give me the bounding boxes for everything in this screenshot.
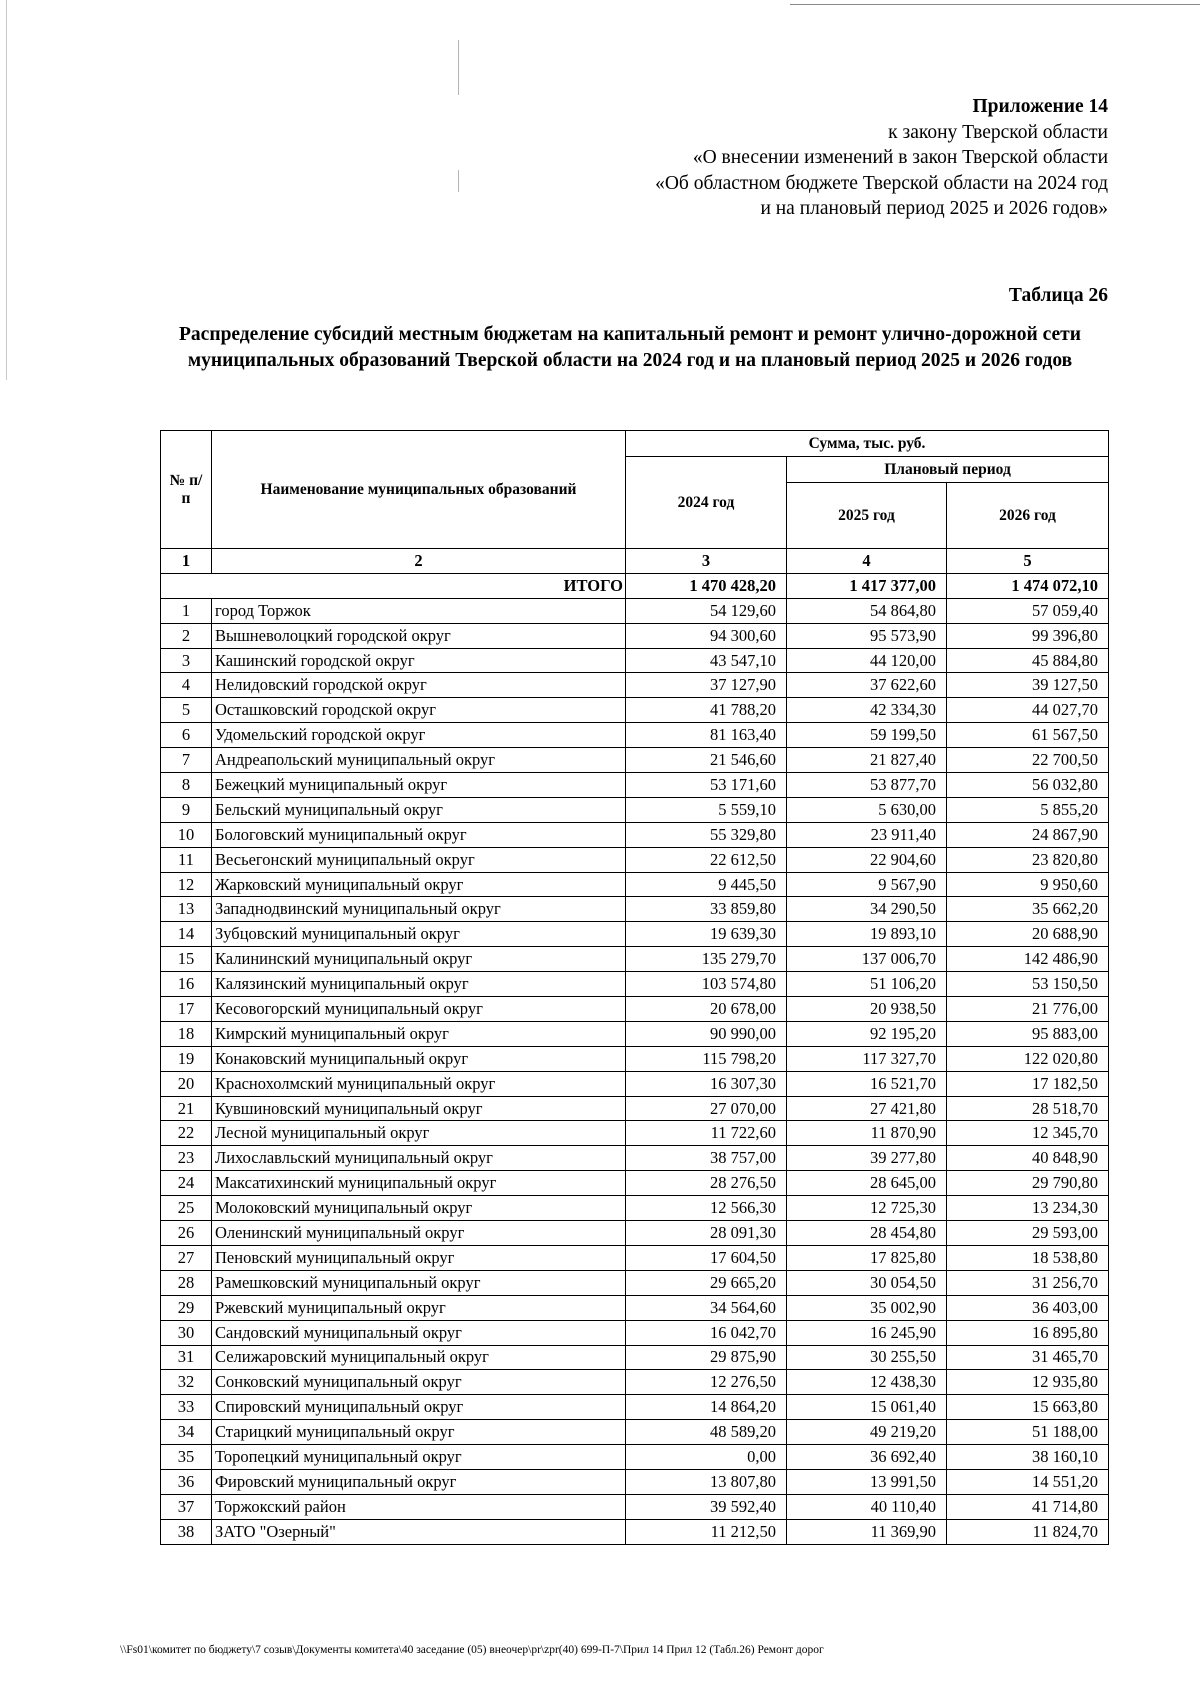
amount-2026: 44 027,70: [947, 698, 1109, 723]
table-row: [161, 1295, 1109, 1320]
row-number: 19: [161, 1046, 212, 1071]
amount-2024: 39 592,40: [626, 1494, 787, 1519]
amount-2025: 27 421,80: [787, 1096, 947, 1121]
municipality-name: Кашинский городской округ: [212, 648, 626, 673]
table-row: [161, 723, 1109, 748]
document-title: Распределение субсидий местным бюджетам на капитальный ремонт и ремонт улично-дорожной сети муниципальных образований Тверской области на 2024 год и на плановый период 2025 и 2026 годов: [179, 324, 1081, 371]
municipality-name: Весьегонский муниципальный округ: [212, 847, 626, 872]
amount-2024: 21 546,60: [626, 748, 787, 773]
table-row: [161, 922, 1109, 947]
appendix-line: «О внесении изменений в закон Тверской области: [692, 147, 1108, 168]
table-row: [161, 648, 1109, 673]
row-number: 30: [161, 1320, 212, 1345]
table-row: [161, 947, 1109, 972]
row-number: 32: [161, 1370, 212, 1395]
amount-2025: 5 630,00: [787, 797, 947, 822]
amount-2024: 94 300,60: [626, 623, 787, 648]
amount-2024: 16 307,30: [626, 1071, 787, 1096]
header-plan-period: Плановый период: [787, 457, 1109, 483]
table-body: [161, 549, 1109, 1545]
amount-2024: 48 589,20: [626, 1420, 787, 1445]
row-number: 16: [161, 972, 212, 997]
municipality-name: Жарковский муниципальный округ: [212, 872, 626, 897]
municipality-name: Калининский муниципальный округ: [212, 947, 626, 972]
row-number: 29: [161, 1295, 212, 1320]
municipality-name: Пеновский муниципальный округ: [212, 1245, 626, 1270]
table-row: [161, 698, 1109, 723]
amount-2025: 12 725,30: [787, 1196, 947, 1221]
amount-2026: 12 345,70: [947, 1121, 1109, 1146]
amount-2024: 12 566,30: [626, 1196, 787, 1221]
table-row: [161, 1221, 1109, 1246]
total-2025: 1 417 377,00: [787, 573, 947, 598]
scan-artifact-top: [790, 4, 1200, 5]
amount-2024: 11 722,60: [626, 1121, 787, 1146]
appendix-block: [655, 94, 1108, 222]
amount-2024: 81 163,40: [626, 723, 787, 748]
table-row: [161, 748, 1109, 773]
header-2025: 2025 год: [787, 483, 947, 549]
amount-2025: 16 245,90: [787, 1320, 947, 1345]
amount-2025: 30 255,50: [787, 1345, 947, 1370]
amount-2026: 24 867,90: [947, 822, 1109, 847]
amount-2025: 92 195,20: [787, 1021, 947, 1046]
amount-2025: 59 199,50: [787, 723, 947, 748]
amount-2025: 39 277,80: [787, 1146, 947, 1171]
municipality-name: Кимрский муниципальный округ: [212, 1021, 626, 1046]
table-row: [161, 997, 1109, 1022]
table-row: [161, 897, 1109, 922]
row-number: 24: [161, 1171, 212, 1196]
amount-2024: 13 807,80: [626, 1469, 787, 1494]
table-row: [161, 773, 1109, 798]
amount-2024: 37 127,90: [626, 673, 787, 698]
amount-2024: 115 798,20: [626, 1046, 787, 1071]
amount-2025: 137 006,70: [787, 947, 947, 972]
row-number: 35: [161, 1445, 212, 1470]
table-row: [161, 1370, 1109, 1395]
table-row: [161, 1121, 1109, 1146]
row-number: 27: [161, 1245, 212, 1270]
amount-2026: 21 776,00: [947, 997, 1109, 1022]
scan-artifact-mid-1: [458, 40, 459, 95]
table-row: [161, 623, 1109, 648]
amount-2025: 17 825,80: [787, 1245, 947, 1270]
municipality-name: Зубцовский муниципальный округ: [212, 922, 626, 947]
amount-2024: 33 859,80: [626, 897, 787, 922]
total-2026: 1 474 072,10: [947, 573, 1109, 598]
amount-2024: 22 612,50: [626, 847, 787, 872]
amount-2026: 95 883,00: [947, 1021, 1109, 1046]
amount-2026: 35 662,20: [947, 897, 1109, 922]
amount-2025: 19 893,10: [787, 922, 947, 947]
table-row: [161, 1445, 1109, 1470]
amount-2024: 55 329,80: [626, 822, 787, 847]
row-number: 14: [161, 922, 212, 947]
amount-2024: 103 574,80: [626, 972, 787, 997]
amount-2025: 13 991,50: [787, 1469, 947, 1494]
column-number: 4: [787, 549, 947, 574]
row-number: 33: [161, 1395, 212, 1420]
appendix-line: «Об областном бюджете Тверской области на 2024 год: [655, 172, 1108, 194]
amount-2026: 29 593,00: [947, 1221, 1109, 1246]
amount-2024: 11 212,50: [626, 1519, 787, 1544]
amount-2024: 19 639,30: [626, 922, 787, 947]
municipality-name: Конаковский муниципальный округ: [212, 1046, 626, 1071]
amount-2026: 20 688,90: [947, 922, 1109, 947]
amount-2026: 9 950,60: [947, 872, 1109, 897]
municipality-name: Спировский муниципальный округ: [212, 1395, 626, 1420]
row-number: 5: [161, 698, 212, 723]
table-row: [161, 1046, 1109, 1071]
amount-2025: 22 904,60: [787, 847, 947, 872]
municipality-name: Бельский муниципальный округ: [212, 797, 626, 822]
row-number: 9: [161, 797, 212, 822]
amount-2026: 18 538,80: [947, 1245, 1109, 1270]
amount-2024: 0,00: [626, 1445, 787, 1470]
amount-2025: 12 438,30: [787, 1370, 947, 1395]
amount-2024: 12 276,50: [626, 1370, 787, 1395]
table-row: [161, 797, 1109, 822]
header-sum: Сумма, тыс. руб.: [626, 431, 1109, 457]
municipality-name: Бежецкий муниципальный округ: [212, 773, 626, 798]
amount-2026: 13 234,30: [947, 1196, 1109, 1221]
amount-2026: 17 182,50: [947, 1071, 1109, 1096]
amount-2026: 61 567,50: [947, 723, 1109, 748]
amount-2026: 29 790,80: [947, 1171, 1109, 1196]
amount-2026: 31 465,70: [947, 1345, 1109, 1370]
row-number: 37: [161, 1494, 212, 1519]
row-number: 31: [161, 1345, 212, 1370]
row-number: 23: [161, 1146, 212, 1171]
table-number: Таблица 26: [1008, 285, 1108, 306]
amount-2026: 31 256,70: [947, 1270, 1109, 1295]
row-number: 28: [161, 1270, 212, 1295]
amount-2025: 49 219,20: [787, 1420, 947, 1445]
table-row: [161, 972, 1109, 997]
amount-2026: 39 127,50: [947, 673, 1109, 698]
column-number: 1: [161, 549, 212, 574]
municipality-name: Сандовский муниципальный округ: [212, 1320, 626, 1345]
header-name: Наименование муниципальных образований: [212, 431, 626, 549]
total-2024: 1 470 428,20: [626, 573, 787, 598]
amount-2024: 29 665,20: [626, 1270, 787, 1295]
header-2024: 2024 год: [626, 457, 787, 549]
appendix-heading: Приложение 14: [972, 96, 1108, 117]
amount-2024: 28 091,30: [626, 1221, 787, 1246]
amount-2026: 11 824,70: [947, 1519, 1109, 1544]
amount-2026: 45 884,80: [947, 648, 1109, 673]
amount-2025: 28 645,00: [787, 1171, 947, 1196]
municipality-name: Максатихинский муниципальный округ: [212, 1171, 626, 1196]
header-2026: 2026 год: [947, 483, 1109, 549]
amount-2026: 40 848,90: [947, 1146, 1109, 1171]
amount-2026: 53 150,50: [947, 972, 1109, 997]
row-number: 13: [161, 897, 212, 922]
appendix-line: и на плановый период 2025 и 2026 годов»: [760, 198, 1108, 219]
amount-2025: 42 334,30: [787, 698, 947, 723]
row-number: 12: [161, 872, 212, 897]
row-number: 1: [161, 598, 212, 623]
row-number: 21: [161, 1096, 212, 1121]
municipality-name: Западнодвинский муниципальный округ: [212, 897, 626, 922]
total-label: ИТОГО: [161, 573, 626, 598]
amount-2024: 54 129,60: [626, 598, 787, 623]
table-row: [161, 872, 1109, 897]
amount-2026: 36 403,00: [947, 1295, 1109, 1320]
row-number: 3: [161, 648, 212, 673]
amount-2024: 53 171,60: [626, 773, 787, 798]
table-row: [161, 1096, 1109, 1121]
amount-2024: 41 788,20: [626, 698, 787, 723]
amount-2025: 23 911,40: [787, 822, 947, 847]
column-number: 2: [212, 549, 626, 574]
amount-2025: 11 369,90: [787, 1519, 947, 1544]
municipality-name: Андреапольский муниципальный округ: [212, 748, 626, 773]
table-row: [161, 1395, 1109, 1420]
table-row: [161, 1171, 1109, 1196]
row-number: 6: [161, 723, 212, 748]
amount-2025: 36 692,40: [787, 1445, 947, 1470]
row-number: 2: [161, 623, 212, 648]
scan-artifact-mid-2: [458, 170, 459, 192]
municipality-name: Фировский муниципальный округ: [212, 1469, 626, 1494]
table-row: [161, 598, 1109, 623]
amount-2024: 5 559,10: [626, 797, 787, 822]
amount-2024: 20 678,00: [626, 997, 787, 1022]
row-number: 4: [161, 673, 212, 698]
municipality-name: Удомельский городской округ: [212, 723, 626, 748]
municipality-name: Сонковский муниципальный округ: [212, 1370, 626, 1395]
table-row: [161, 847, 1109, 872]
amount-2026: 99 396,80: [947, 623, 1109, 648]
municipality-name: Ржевский муниципальный округ: [212, 1295, 626, 1320]
row-number: 10: [161, 822, 212, 847]
table-row: [161, 1494, 1109, 1519]
amount-2025: 16 521,70: [787, 1071, 947, 1096]
amount-2026: 56 032,80: [947, 773, 1109, 798]
row-number: 18: [161, 1021, 212, 1046]
amount-2024: 28 276,50: [626, 1171, 787, 1196]
row-number: 22: [161, 1121, 212, 1146]
table-row: [161, 822, 1109, 847]
amount-2026: 5 855,20: [947, 797, 1109, 822]
amount-2025: 95 573,90: [787, 623, 947, 648]
row-number: 11: [161, 847, 212, 872]
municipality-name: Вышневолоцкий городской округ: [212, 623, 626, 648]
municipality-name: Краснохолмский муниципальный округ: [212, 1071, 626, 1096]
amount-2025: 54 864,80: [787, 598, 947, 623]
amount-2025: 30 054,50: [787, 1270, 947, 1295]
amount-2025: 28 454,80: [787, 1221, 947, 1246]
amount-2026: 14 551,20: [947, 1469, 1109, 1494]
amount-2026: 15 663,80: [947, 1395, 1109, 1420]
amount-2024: 90 990,00: [626, 1021, 787, 1046]
row-number: 36: [161, 1469, 212, 1494]
column-number-row: [161, 549, 1109, 574]
municipality-name: Рамешковский муниципальный округ: [212, 1270, 626, 1295]
amount-2024: 135 279,70: [626, 947, 787, 972]
table-row: [161, 1420, 1109, 1445]
total-row: [161, 573, 1109, 598]
municipality-name: Молоковский муниципальный округ: [212, 1196, 626, 1221]
row-number: 25: [161, 1196, 212, 1221]
amount-2026: 142 486,90: [947, 947, 1109, 972]
amount-2025: 117 327,70: [787, 1046, 947, 1071]
column-number: 5: [947, 549, 1109, 574]
amount-2025: 34 290,50: [787, 897, 947, 922]
amount-2024: 27 070,00: [626, 1096, 787, 1121]
amount-2024: 38 757,00: [626, 1146, 787, 1171]
table-row: [161, 673, 1109, 698]
amount-2024: 16 042,70: [626, 1320, 787, 1345]
municipality-name: Бологовский муниципальный округ: [212, 822, 626, 847]
row-number: 26: [161, 1221, 212, 1246]
municipality-name: город Торжок: [212, 598, 626, 623]
row-number: 7: [161, 748, 212, 773]
scan-artifact-left: [6, 0, 7, 380]
amount-2026: 41 714,80: [947, 1494, 1109, 1519]
table-row: [161, 1519, 1109, 1544]
municipality-name: Оленинский муниципальный округ: [212, 1221, 626, 1246]
municipality-name: Лесной муниципальный округ: [212, 1121, 626, 1146]
municipality-name: Кесовогорский муниципальный округ: [212, 997, 626, 1022]
municipality-name: ЗАТО "Озерный": [212, 1519, 626, 1544]
municipality-name: Селижаровский муниципальный округ: [212, 1345, 626, 1370]
amount-2026: 122 020,80: [947, 1046, 1109, 1071]
municipality-name: Нелидовский городской округ: [212, 673, 626, 698]
amount-2026: 16 895,80: [947, 1320, 1109, 1345]
row-number: 20: [161, 1071, 212, 1096]
table-row: [161, 1021, 1109, 1046]
amount-2025: 35 002,90: [787, 1295, 947, 1320]
row-number: 15: [161, 947, 212, 972]
amount-2024: 9 445,50: [626, 872, 787, 897]
amount-2026: 23 820,80: [947, 847, 1109, 872]
row-number: 8: [161, 773, 212, 798]
row-number: 17: [161, 997, 212, 1022]
table-row: [161, 1270, 1109, 1295]
amount-2024: 14 864,20: [626, 1395, 787, 1420]
amount-2026: 12 935,80: [947, 1370, 1109, 1395]
amount-2026: 22 700,50: [947, 748, 1109, 773]
amount-2025: 44 120,00: [787, 648, 947, 673]
amount-2024: 17 604,50: [626, 1245, 787, 1270]
table-row: [161, 1071, 1109, 1096]
amount-2026: 28 518,70: [947, 1096, 1109, 1121]
municipality-name: Осташковский городской округ: [212, 698, 626, 723]
amount-2026: 38 160,10: [947, 1445, 1109, 1470]
municipality-name: Кувшиновский муниципальный округ: [212, 1096, 626, 1121]
table-row: [161, 1146, 1109, 1171]
amount-2024: 34 564,60: [626, 1295, 787, 1320]
municipality-name: Калязинский муниципальный округ: [212, 972, 626, 997]
amount-2025: 51 106,20: [787, 972, 947, 997]
amount-2025: 9 567,90: [787, 872, 947, 897]
amount-2025: 20 938,50: [787, 997, 947, 1022]
amount-2025: 40 110,40: [787, 1494, 947, 1519]
row-number: 34: [161, 1420, 212, 1445]
municipality-name: Лихославльский муниципальный округ: [212, 1146, 626, 1171]
amount-2024: 29 875,90: [626, 1345, 787, 1370]
file-path-footer: \\Fs01\комитет по бюджету\7 созыв\Документы комитета\40 заседание (05) внеочер\pr\zpr(40) 699-П-7\Прил 14 Прил 12 (Табл.26) Ремонт дорог: [120, 1644, 824, 1656]
amount-2026: 57 059,40: [947, 598, 1109, 623]
column-number: 3: [626, 549, 787, 574]
subsidy-table: [160, 430, 1109, 1545]
amount-2025: 37 622,60: [787, 673, 947, 698]
row-number: 38: [161, 1519, 212, 1544]
amount-2025: 15 061,40: [787, 1395, 947, 1420]
header-num: № п/п: [161, 431, 212, 549]
amount-2025: 11 870,90: [787, 1121, 947, 1146]
municipality-name: Торжокский район: [212, 1494, 626, 1519]
table-row: [161, 1469, 1109, 1494]
amount-2026: 51 188,00: [947, 1420, 1109, 1445]
table-row: [161, 1196, 1109, 1221]
municipality-name: Торопецкий муниципальный округ: [212, 1445, 626, 1470]
amount-2024: 43 547,10: [626, 648, 787, 673]
table-row: [161, 1245, 1109, 1270]
appendix-line: к закону Тверской области: [888, 121, 1108, 143]
amount-2025: 21 827,40: [787, 748, 947, 773]
table-row: [161, 1320, 1109, 1345]
amount-2025: 53 877,70: [787, 773, 947, 798]
municipality-name: Старицкий муниципальный округ: [212, 1420, 626, 1445]
table-row: [161, 1345, 1109, 1370]
